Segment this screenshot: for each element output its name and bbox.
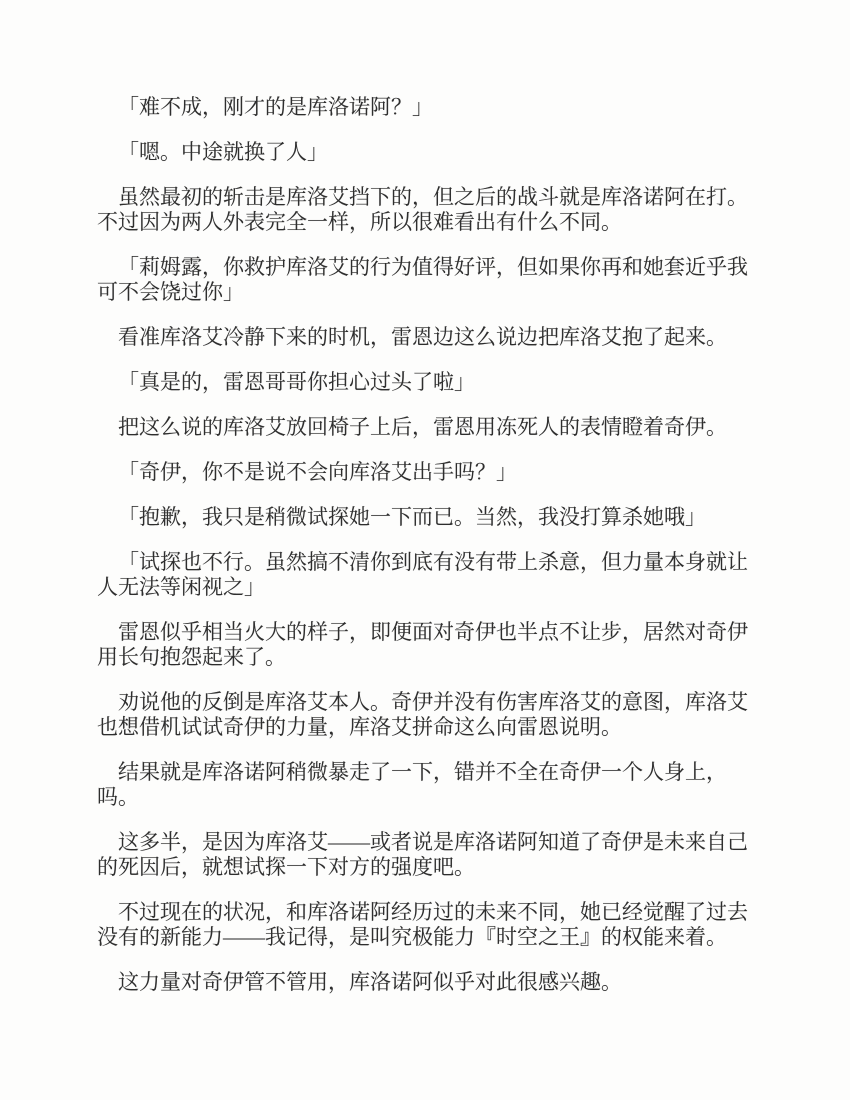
paragraph: 不过现在的状况，和库洛诺阿经历过的未来不同，她已经觉醒了过去没有的新能力——我记得，是叫究极能力『时空之王』的权能来着。 (97, 900, 748, 949)
paragraph: 「真是的，雷恩哥哥你担心过头了啦」 (118, 370, 475, 394)
paragraph: 「莉姆露，你救护库洛艾的行为值得好评，但如果你再和她套近乎我可不会饶过你」 (97, 255, 748, 304)
paragraph: 看准库洛艾冷静下来的时机，雷恩边这么说边把库洛艾抱了起来。 (118, 325, 727, 349)
paragraph: 把这么说的库洛艾放回椅子上后，雷恩用冻死人的表情瞪着奇伊。 (118, 415, 727, 439)
paragraph: 结果就是库洛诺阿稍微暴走了一下，错并不全在奇伊一个人身上，吗。 (97, 760, 727, 809)
paragraph: 虽然最初的斩击是库洛艾挡下的，但之后的战斗就是库洛诺阿在打。不过因为两人外表完全一样，所以很难看出有什么不同。 (97, 185, 748, 234)
paragraph: 「难不成，刚才的是库洛诺阿？」 (118, 95, 433, 119)
paragraph: 雷恩似乎相当火大的样子，即便面对奇伊也半点不让步，居然对奇伊用长句抱怨起来了。 (97, 620, 748, 669)
paragraph: 「嗯。中途就换了人」 (118, 140, 328, 164)
text-block (97, 95, 755, 995)
paragraph: 「试探也不行。虽然搞不清你到底有没有带上杀意，但力量本身就让人无法等闲视之」 (97, 550, 748, 599)
paragraph: 这多半，是因为库洛艾——或者说是库洛诺阿知道了奇伊是未来自己的死因后，就想试探一下对方的强度吧。 (97, 830, 748, 879)
paragraph: 这力量对奇伊管不管用，库洛诺阿似乎对此很感兴趣。 (118, 970, 622, 994)
paragraph: 「奇伊，你不是说不会向库洛艾出手吗？」 (118, 460, 517, 484)
paragraph: 「抱歉，我只是稍微试探她一下而已。当然，我没打算杀她哦」 (118, 505, 706, 529)
paragraph: 劝说他的反倒是库洛艾本人。奇伊并没有伤害库洛艾的意图，库洛艾也想借机试试奇伊的力量，库洛艾拼命这么向雷恩说明。 (97, 690, 748, 739)
